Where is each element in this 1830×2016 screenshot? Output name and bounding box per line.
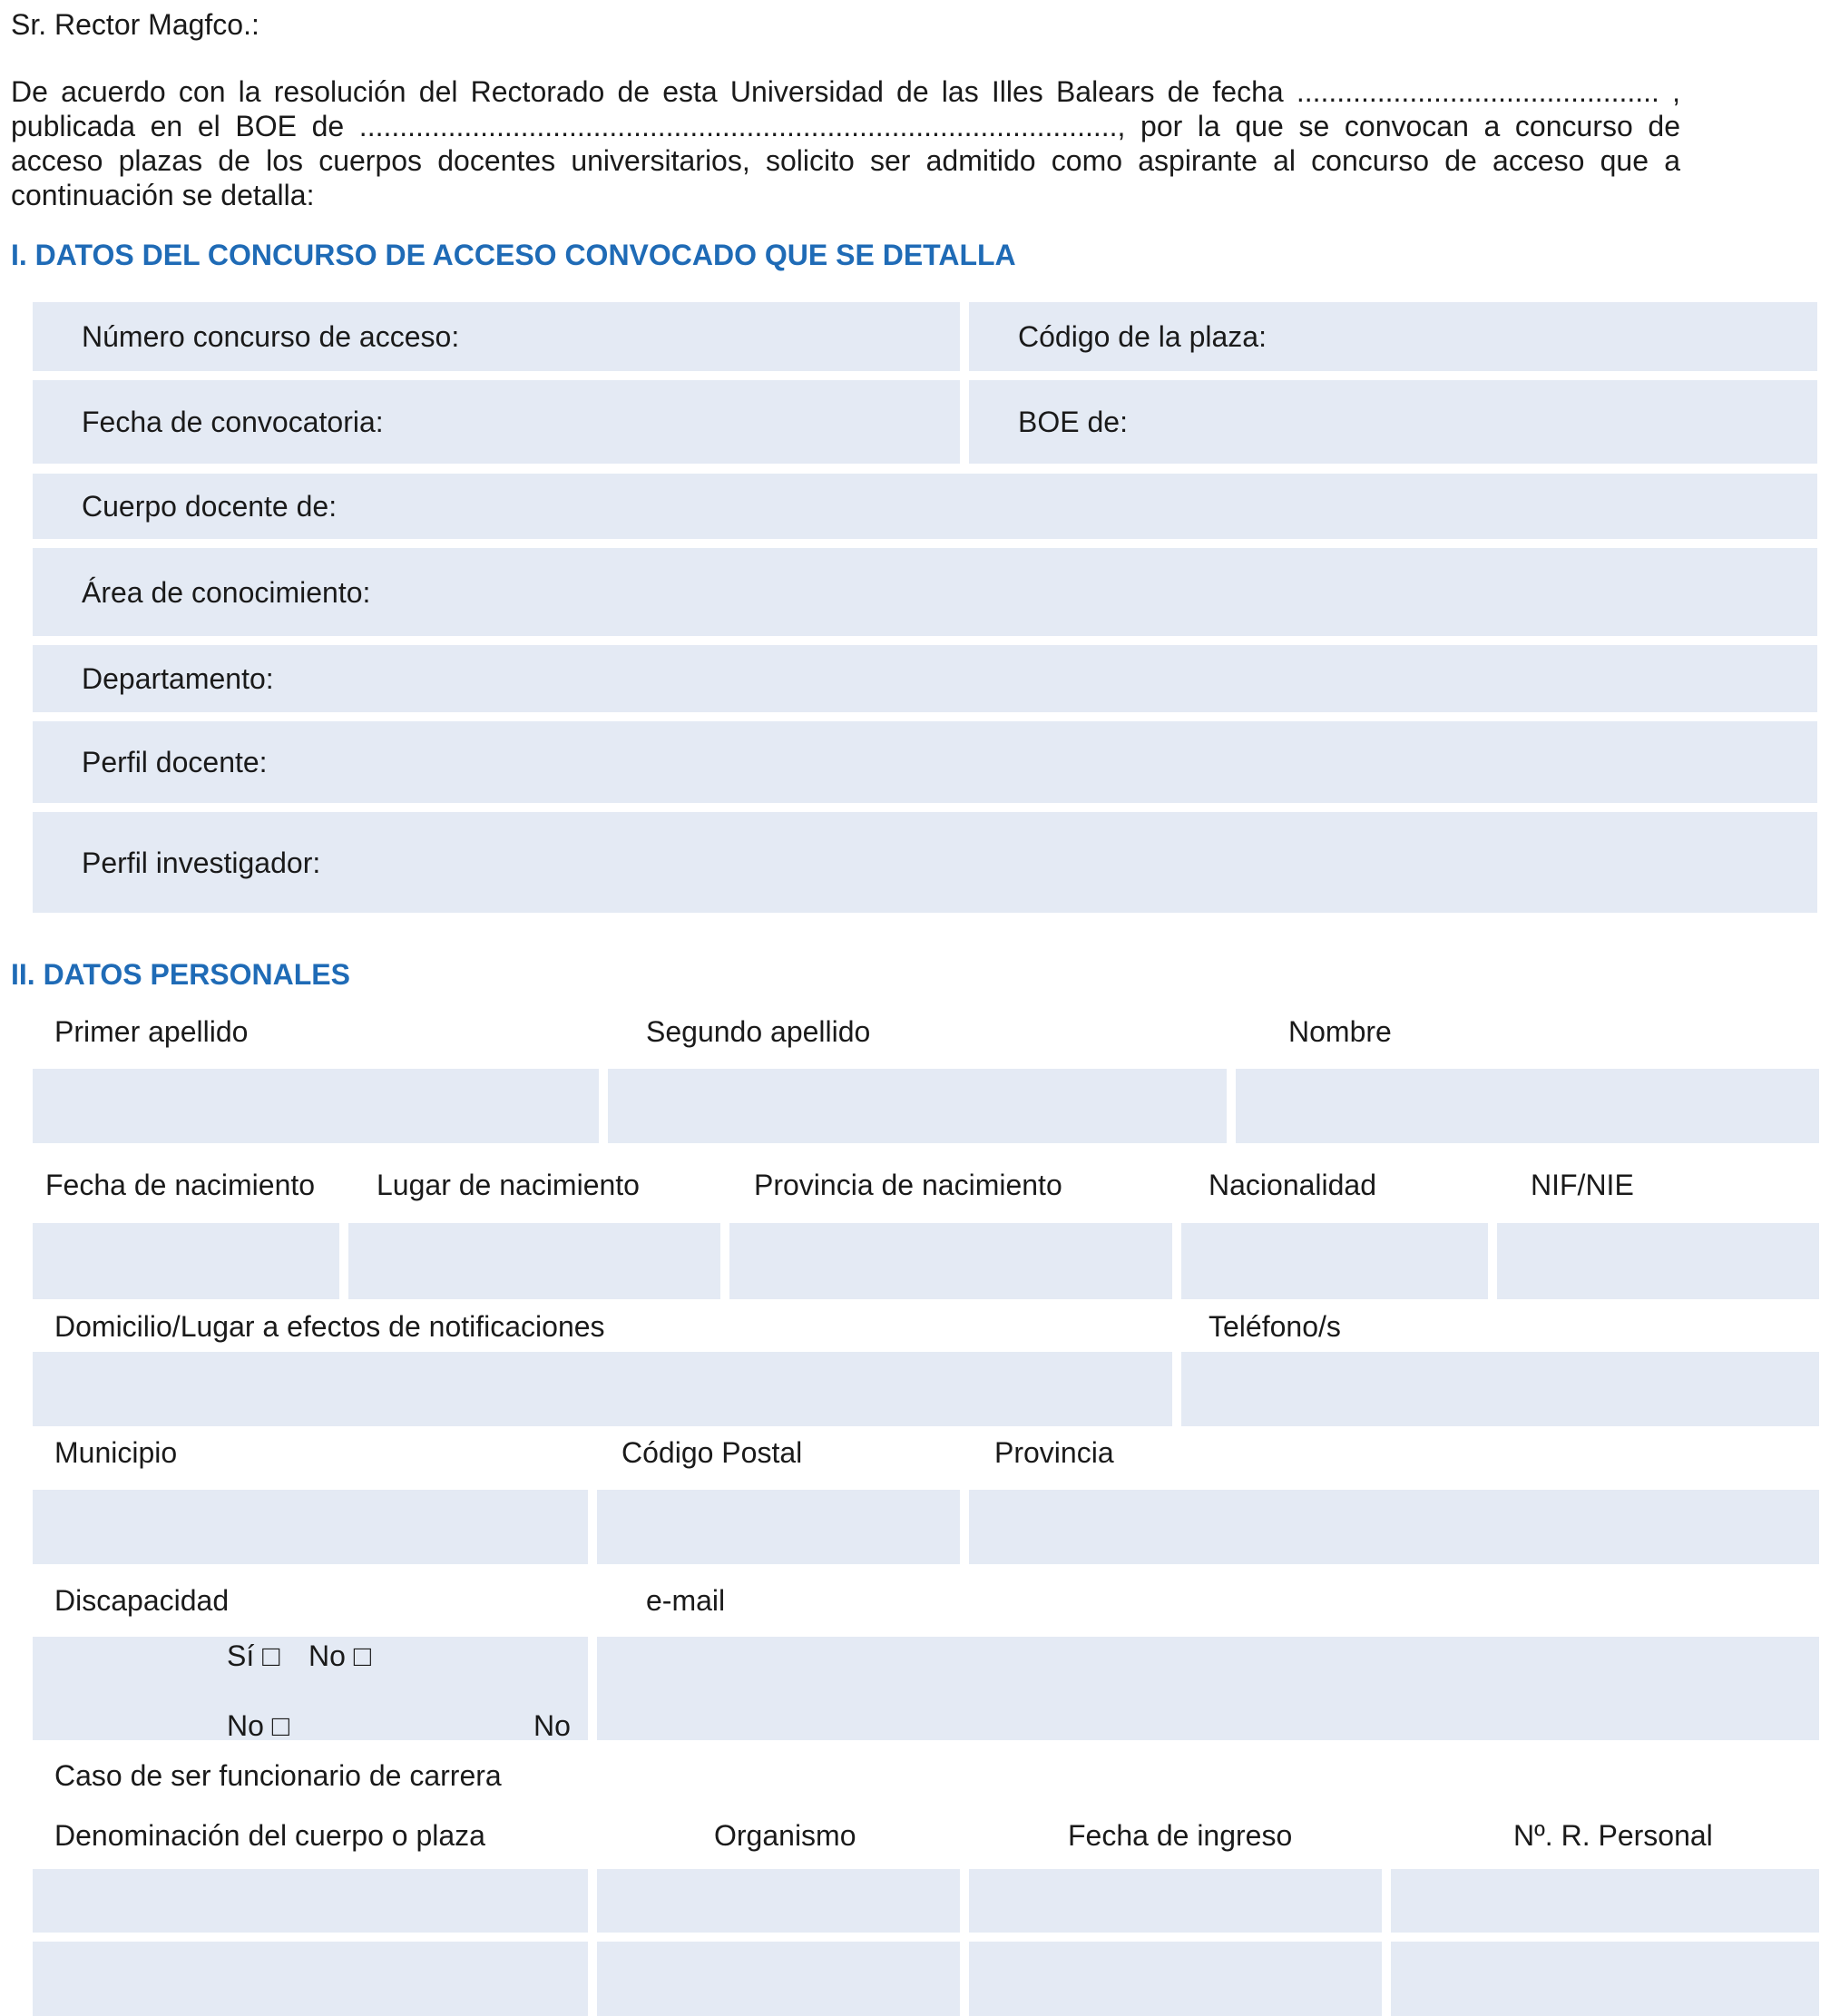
- provincia-input[interactable]: [969, 1490, 1819, 1564]
- domicilio-input[interactable]: [33, 1352, 1172, 1426]
- codigo-postal-label: Código Postal: [621, 1436, 803, 1469]
- domicilio-label: Domicilio/Lugar a efectos de notificaciones: [54, 1310, 605, 1343]
- nrp-input[interactable]: [1391, 1869, 1819, 1933]
- funcionario-label: Caso de ser funcionario de carrera: [54, 1759, 502, 1792]
- email-label: e-mail: [646, 1584, 726, 1617]
- lugar-nacimiento-label: Lugar de nacimiento: [377, 1169, 640, 1201]
- perfil-investigador-field[interactable]: [33, 812, 1817, 913]
- codigo-plaza-field[interactable]: [969, 302, 1817, 371]
- fecha-nacimiento-input[interactable]: [33, 1223, 339, 1299]
- numero-concurso-label: Número concurso de acceso:: [82, 320, 460, 353]
- discapacidad-label: Discapacidad: [54, 1584, 230, 1617]
- denominacion-label: Denominación del cuerpo o plaza: [54, 1819, 485, 1852]
- nif-nie-label: NIF/NIE: [1531, 1169, 1634, 1201]
- nrp-label: Nº. R. Personal: [1513, 1819, 1713, 1852]
- codigo-plaza-label: Código de la plaza:: [1018, 320, 1267, 353]
- nif-nie-input[interactable]: [1497, 1223, 1819, 1299]
- municipio-label: Municipio: [54, 1436, 178, 1469]
- discapacidad-no-checkbox[interactable]: No □: [308, 1639, 372, 1672]
- area-conocimiento-label: Área de conocimiento:: [82, 575, 371, 609]
- denominacion-input[interactable]: [33, 1869, 588, 1933]
- nombre-label: Nombre: [1288, 1015, 1392, 1048]
- cuerpo-docente-label: Cuerpo docente de:: [82, 490, 338, 523]
- perfil-investigador-label: Perfil investigador:: [82, 846, 321, 879]
- fecha-convocatoria-field[interactable]: [33, 380, 960, 464]
- fecha-ingreso-input[interactable]: [969, 1869, 1382, 1933]
- denominacion-input-2[interactable]: [33, 1942, 588, 2016]
- primer-apellido-input[interactable]: [33, 1069, 599, 1143]
- telefono-input[interactable]: [1181, 1352, 1819, 1426]
- discapacidad-no-checkbox-2[interactable]: No □: [227, 1709, 290, 1742]
- discapacidad-si-checkbox[interactable]: Sí □: [227, 1639, 280, 1672]
- lugar-nacimiento-input[interactable]: [348, 1223, 720, 1299]
- organismo-label: Organismo: [714, 1819, 856, 1852]
- fecha-ingreso-input-2[interactable]: [969, 1942, 1382, 2016]
- section-2-title: II. DATOS PERSONALES: [11, 958, 350, 991]
- cuerpo-docente-field[interactable]: [33, 474, 1817, 539]
- segundo-apellido-input[interactable]: [608, 1069, 1227, 1143]
- departamento-label: Departamento:: [82, 662, 274, 695]
- organismo-input-2[interactable]: [597, 1942, 960, 2016]
- provincia-nacimiento-input[interactable]: [729, 1223, 1172, 1299]
- perfil-docente-label: Perfil docente:: [82, 746, 268, 778]
- provincia-nacimiento-label: Provincia de nacimiento: [754, 1169, 1062, 1201]
- area-conocimiento-field[interactable]: [33, 548, 1817, 636]
- nrp-input-2[interactable]: [1391, 1942, 1819, 2016]
- fecha-convocatoria-label: Fecha de convocatoria:: [82, 406, 384, 438]
- telefono-label: Teléfono/s: [1209, 1310, 1341, 1343]
- fecha-ingreso-label: Fecha de ingreso: [1068, 1819, 1293, 1852]
- municipio-input[interactable]: [33, 1490, 588, 1564]
- perfil-docente-field[interactable]: [33, 721, 1817, 803]
- provincia-label: Provincia: [994, 1436, 1114, 1469]
- departamento-field[interactable]: [33, 645, 1817, 712]
- section-1-title: I. DATOS DEL CONCURSO DE ACCESO CONVOCADO QUE SE DETALLA: [11, 239, 1016, 271]
- fecha-nacimiento-label: Fecha de nacimiento: [45, 1169, 316, 1201]
- nombre-input[interactable]: [1236, 1069, 1819, 1143]
- primer-apellido-label: Primer apellido: [54, 1015, 249, 1048]
- numero-concurso-field[interactable]: [33, 302, 960, 371]
- organismo-input[interactable]: [597, 1869, 960, 1933]
- codigo-postal-input[interactable]: [597, 1490, 960, 1564]
- nacionalidad-input[interactable]: [1181, 1223, 1488, 1299]
- salutation: Sr. Rector Magfco.:: [11, 8, 259, 41]
- boe-label: BOE de:: [1018, 406, 1128, 438]
- email-input[interactable]: [597, 1637, 1819, 1740]
- intro-paragraph: De acuerdo con la resolución del Rectorado de esta Universidad de las Illes Balears de fecha ............................................. , publicada en el BOE de .............................................................................................., por la que se convocan a concurso de acceso plazas de los cuerpos docentes universitarios, solicito ser admitido como aspirante al concurso de acceso que a continuación se detalla:: [11, 75, 1680, 211]
- boe-field[interactable]: [969, 380, 1817, 464]
- segundo-apellido-label: Segundo apellido: [646, 1015, 871, 1048]
- nacionalidad-label: Nacionalidad: [1209, 1169, 1377, 1201]
- discapacidad-no-text: No: [533, 1709, 571, 1742]
